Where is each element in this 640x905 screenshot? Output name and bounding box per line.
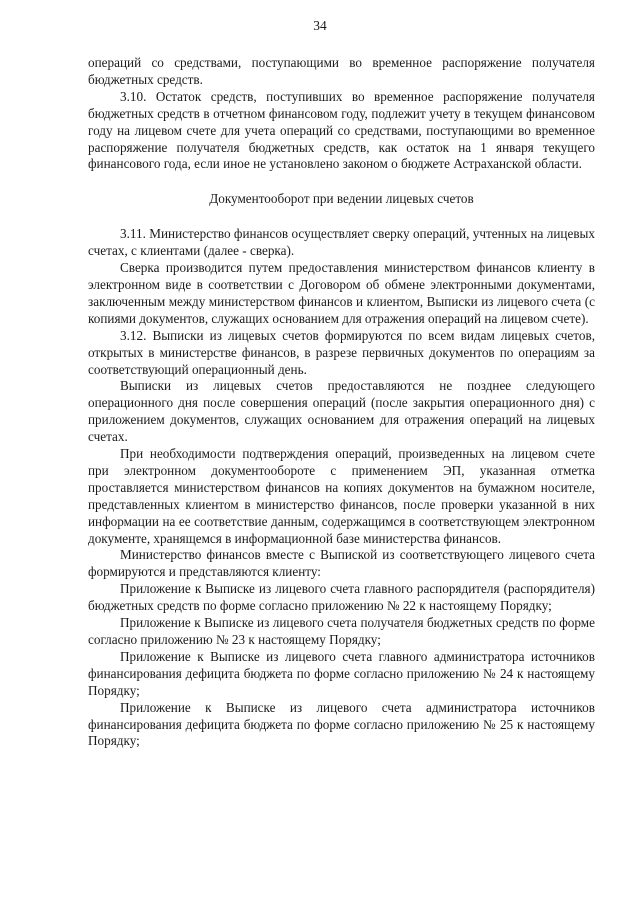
paragraph-3-12: 3.12. Выписки из лицевых счетов формируются по всем видам лицевых счетов, открытых в министерстве финансов, в разрезе первичных документов по операциям за соответствующий операционный день. — [88, 327, 595, 377]
paragraph-3-11: 3.11. Министерство финансов осуществляет сверку операций, учтенных на лицевых счетах, с клиентами (далее - сверка). — [88, 226, 595, 259]
section-heading: Документооборот при ведении лицевых счетов — [209, 191, 474, 207]
paragraph-reconciliation: Сверка производится путем предоставления министерством финансов клиенту в электронном виде в соответствии с Договором об обмене электронными документами, заключенным между министерством финансов и клиентом, Выписки из лицевого счета (с копиями документов, служащих основанием для отражения операций на лицевом счете). — [88, 260, 595, 326]
list-item-appendix-25: Приложение к Выписке из лицевого счета администратора источников финансирования дефицита бюджета по форме согласно приложению № 25 к настоящему Порядку; — [88, 699, 595, 749]
list-item-appendix-22: Приложение к Выписке из лицевого счета главного распорядителя (распорядителя) бюджетных средств по форме согласно приложению № 22 к настоящему Порядку; — [88, 581, 595, 614]
paragraph-attachments-intro: Министерство финансов вместе с Выпиской из соответствующего лицевого счета формируются и представляются клиенту: — [88, 547, 595, 580]
page-number: 34 — [313, 18, 327, 33]
list-item-appendix-23: Приложение к Выписке из лицевого счета получателя бюджетных средств по форме согласно приложению № 23 к настоящему Порядку; — [88, 615, 595, 647]
document-body — [88, 55, 595, 750]
list-item-appendix-24: Приложение к Выписке из лицевого счета главного администратора источников финансирования дефицита бюджета по форме согласно приложению № 24 к настоящему Порядку; — [88, 648, 595, 698]
paragraph-3-10: 3.10. Остаток средств, поступивших во временное распоряжение получателя бюджетных средств в отчетном финансовом году, подлежит учету в текущем финансовом году на лицевом счете для учета операций со средствами, поступающими во временное распоряжение получателя бюджетных средств, как остаток на 1 января текущего финансового года, если иное не установлено законом о бюджете Астраханской области. — [88, 88, 595, 172]
paragraph-continuation: операций со средствами, поступающими во временное распоряжение получателя бюджетных средств. — [88, 55, 595, 87]
paragraph-statement-timing: Выписки из лицевых счетов предоставляются не позднее следующего операционного дня после совершения операций (после закрытия операционного дня) с приложением документов, служащих основанием для отражения операций на лицевых счетах. — [88, 378, 595, 445]
paragraph-confirmation: При необходимости подтверждения операций, произведенных на лицевом счете при электронном документообороте с применением ЭП, указанная отметка проставляется министерством финансов на копиях документов на бумажном носителе, представленных клиентом в министерство финансов, после проверки указанной в них информации на ее соответствие данным, содержащимся в соответствующем электронном документе, хранящемся в информационной базе министерства финансов. — [88, 446, 595, 546]
